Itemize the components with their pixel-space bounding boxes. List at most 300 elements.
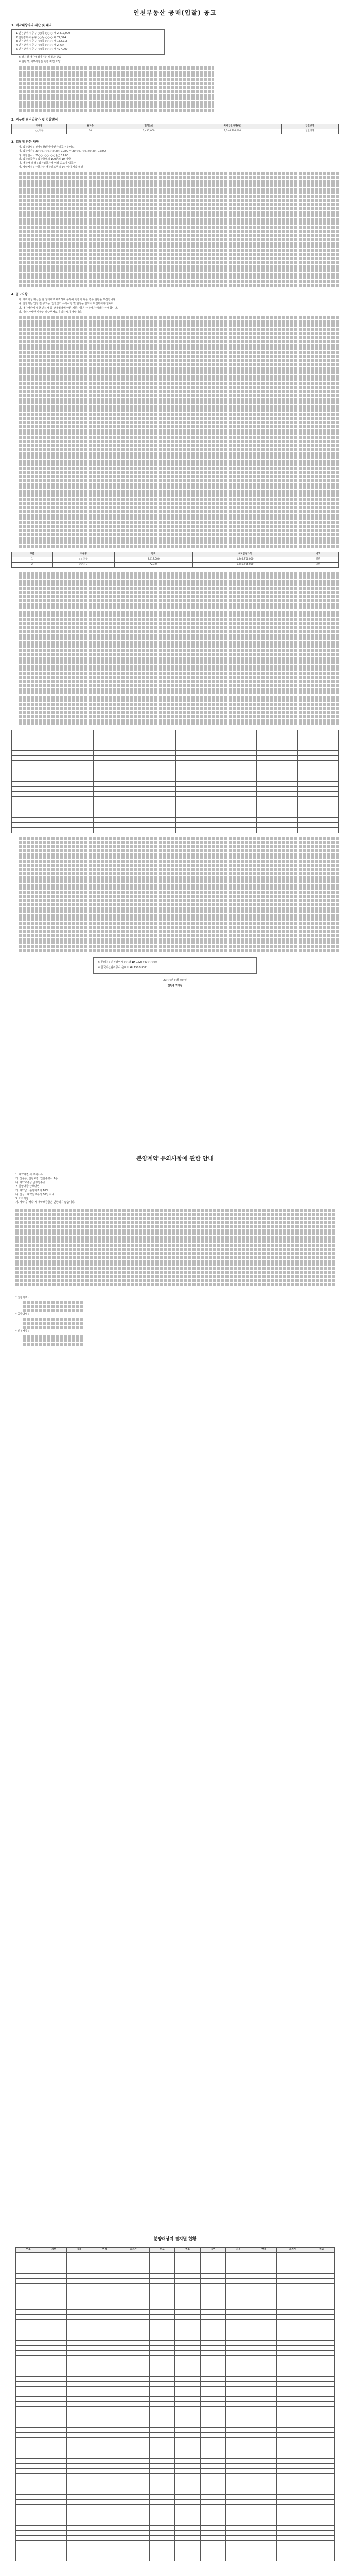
table-cell [66,2289,92,2294]
contract-line: 1. 계약체결 시 구비서류 [15,1173,43,1177]
table-cell [297,735,338,740]
table-cell [251,2397,276,2402]
table-cell [297,796,338,802]
table-cell [92,2510,117,2515]
table-cell [175,2361,200,2366]
table-cell [251,2459,276,2464]
table-cell [92,2345,117,2350]
section-4-line: 가. 매각대상 재산은 현 상태대로 매각하며 공부와 현황이 다를 경우 현황을 우선합니다. [19,298,116,302]
table-cell [41,2484,66,2489]
table-cell [297,740,338,745]
table-cell [93,771,134,776]
table-cell [150,2474,175,2479]
table-cell [41,2551,66,2556]
table-cell [117,2464,150,2469]
table-cell [92,2499,117,2504]
table-cell [200,2304,225,2310]
table-cell [309,2453,334,2459]
table-cell [309,2412,334,2417]
table-cell [92,2325,117,2330]
table-cell [297,827,338,833]
table-cell [309,2520,334,2525]
table-cell [16,2310,41,2315]
table-cell [257,827,297,833]
table-cell [117,2433,150,2438]
table-cell [41,2258,66,2263]
table-cell [150,2366,175,2371]
table-cell [52,756,93,761]
table-cell [117,2268,150,2274]
table-cell [41,2330,66,2335]
table-cell [216,766,256,771]
table-cell [226,2325,251,2330]
table-cell [251,2258,276,2263]
table-cell [251,2345,276,2350]
table-cell [16,2319,41,2325]
table-cell [117,2253,150,2258]
table-cell [175,756,216,761]
table-row [12,827,339,833]
table-cell [251,2412,276,2417]
table-cell [117,2355,150,2361]
table-cell [41,2299,66,2304]
table-cell [117,2376,150,2381]
table-cell [92,2268,117,2274]
table-cell [66,2464,92,2469]
table-cell [41,2294,66,2299]
table-cell [175,2289,200,2294]
table-cell: 2,417,000 [114,129,184,134]
table-cell [226,2546,251,2551]
table-cell [52,822,93,827]
table-cell [276,2535,309,2540]
table-cell [175,2325,200,2330]
table-cell [200,2520,225,2525]
table-cell [216,745,256,751]
label-qualification: * 신청자격 : [15,1296,29,1299]
table-cell [41,2289,66,2294]
table-cell [200,2397,225,2402]
table-row [12,792,339,797]
table-cell [226,2361,251,2366]
table-cell [226,2489,251,2494]
table-cell [150,2433,175,2438]
table-cell [226,2330,251,2335]
table-cell [175,2535,200,2540]
table-cell [66,2345,92,2350]
table-cell [150,2258,175,2263]
table-cell [200,2258,225,2263]
table-cell [66,2392,92,2397]
table-cell [226,2397,251,2402]
table-cell [66,2551,92,2556]
table-cell [175,2268,200,2274]
table-cell [309,2422,334,2428]
table-cell [16,2459,41,2464]
table-cell [16,2422,41,2428]
table-cell [117,2335,150,2340]
table-cell [276,2381,309,2386]
table-cell [175,2366,200,2371]
table-cell [226,2464,251,2469]
table-cell [200,2345,225,2350]
table-cell [309,2268,334,2274]
table-cell [251,2350,276,2355]
table-cell [16,2397,41,2402]
table-cell [16,2289,41,2294]
table-cell [41,2325,66,2330]
table-cell [117,2556,150,2561]
table-cell [175,2433,200,2438]
table-cell [66,2279,92,2284]
table-cell [200,2314,225,2319]
table-row [16,2546,335,2551]
table-cell [92,2392,117,2397]
table-cell [92,2464,117,2469]
table-cell [200,2443,225,2448]
table-cell [150,2499,175,2504]
table-cell [41,2459,66,2464]
table-cell [276,2433,309,2438]
table-cell [226,2350,251,2355]
property-row: 2 인천광역시 중구 ○○동 ○○-○ 대 72,324 [16,36,66,39]
table-cell [12,756,52,761]
table-cell [16,2361,41,2366]
table-row [12,129,339,134]
table-cell: ○○지구 [52,562,114,567]
table-cell [309,2340,334,2345]
table-cell [150,2407,175,2412]
table-cell [226,2319,251,2325]
table-cell [226,2340,251,2345]
table-cell [200,2253,225,2258]
table-cell [200,2330,225,2335]
table-cell [150,2350,175,2355]
table-cell [117,2361,150,2366]
table-cell [175,2499,200,2504]
appendix-page [0,2215,350,2576]
table-cell [16,2551,41,2556]
table-cell [175,827,216,833]
table-cell [12,807,52,812]
table-cell [16,2366,41,2371]
column-header: 비고 [297,552,339,557]
table-row [12,796,339,802]
table-cell [117,2546,150,2551]
table-cell [175,735,216,740]
table-cell [175,2428,200,2433]
table-cell [297,756,338,761]
table-cell [150,2428,175,2433]
table-cell [117,2504,150,2510]
table-cell [12,812,52,817]
table-cell [309,2504,334,2510]
table-cell [251,2494,276,2499]
table-cell [150,2402,175,2407]
table-cell [41,2530,66,2535]
table-cell [16,2412,41,2417]
table-cell [52,787,93,792]
table-cell [66,2304,92,2310]
table-cell [175,2376,200,2381]
table-cell [134,787,175,792]
table-cell [216,756,256,761]
table-cell [309,2443,334,2448]
table-cell [16,2268,41,2274]
table-cell [66,2284,92,2289]
table-cell [175,2464,200,2469]
table-cell [41,2402,66,2407]
table-cell [200,2340,225,2345]
table-cell [16,2510,41,2515]
column-header: 최저입찰가격(원) [184,124,281,129]
table-cell [251,2422,276,2428]
table-cell [117,2310,150,2315]
table-cell [309,2371,334,2376]
table-cell [297,766,338,771]
table-cell [150,2294,175,2299]
table-cell [251,2499,276,2504]
section-4-line: 나. 입찰자는 입찰 전 공고문, 입찰참가 유의사항 및 현장을 반드시 확인하여야 합니다. [19,302,115,306]
table-cell [276,2310,309,2315]
table-cell [251,2371,276,2376]
table-cell [309,2366,334,2371]
table-row [16,2402,335,2407]
table-row [12,807,339,812]
table-cell [309,2299,334,2304]
table-cell [175,2494,200,2499]
table-cell [309,2417,334,2422]
table-cell [41,2319,66,2325]
table-cell [134,745,175,751]
table-cell [150,2459,175,2464]
table-cell [92,2319,117,2325]
table-cell [309,2253,334,2258]
table-cell [52,740,93,745]
table-row [16,2453,335,2459]
table-cell [134,735,175,740]
table-cell [150,2310,175,2315]
table-cell [134,766,175,771]
table-row [16,2314,335,2319]
table-cell [200,2525,225,2530]
table-row [16,2289,335,2294]
table-cell [66,2258,92,2263]
table-cell [66,2530,92,2535]
table-cell [276,2289,309,2294]
contract-title: 분양계약 유의사항에 관한 안내 [136,1155,214,1162]
table-cell [150,2345,175,2350]
table-cell [251,2319,276,2325]
table-cell [216,751,256,756]
table-cell [309,2325,334,2330]
section-3-line: 다. 개찰일시 : 20○○. ○○. ○○.(○) 11:00 [19,154,68,157]
label-supply-method: * 공급방법 : [15,1313,29,1316]
table-cell [226,2294,251,2299]
table-cell [117,2258,150,2263]
table-cell [276,2546,309,2551]
table-cell [175,751,216,756]
table-cell [41,2510,66,2515]
table-cell [117,2350,150,2355]
table-cell [93,812,134,817]
table-cell [200,2268,225,2274]
table-cell [226,2407,251,2412]
table-cell [276,2443,309,2448]
column-header: 면적(㎡) [114,124,184,129]
table-cell [276,2412,309,2417]
table-cell [92,2412,117,2417]
table-cell [251,2310,276,2315]
table-cell [16,2299,41,2304]
table-cell [92,2299,117,2304]
table-cell [66,2494,92,2499]
table-cell [276,2556,309,2561]
table-cell [226,2530,251,2535]
table-cell [52,735,93,740]
table-cell [257,751,297,756]
table-cell [309,2499,334,2504]
column-header: 지목 [66,2248,92,2253]
table-cell [226,2258,251,2263]
table-cell [52,782,93,787]
table-cell [200,2464,225,2469]
contact-box [93,957,257,974]
table-cell [16,2335,41,2340]
table-cell [117,2448,150,2453]
column-header: 구분 [12,552,53,557]
closing-text [11,837,339,953]
table-cell [92,2361,117,2366]
table-row [16,2268,335,2274]
table-cell [16,2484,41,2489]
table-cell [150,2330,175,2335]
table-cell [309,2433,334,2438]
table-cell [226,2443,251,2448]
table-cell [92,2335,117,2340]
table-cell [251,2253,276,2258]
table-cell [175,2438,200,2443]
table-cell [175,776,216,782]
table-cell [92,2556,117,2561]
table-cell [251,2510,276,2515]
table-cell [117,2515,150,2520]
table-cell [226,2448,251,2453]
table-cell [93,787,134,792]
table-cell [52,745,93,751]
table-cell [200,2428,225,2433]
table-cell [12,771,52,776]
table-cell [66,2268,92,2274]
table-cell [66,2499,92,2504]
table-cell [309,2355,334,2361]
table-cell [309,2515,334,2520]
table-cell [134,771,175,776]
table-cell [16,2494,41,2499]
table-cell [92,2546,117,2551]
column-header: 입찰방식 [281,124,338,129]
table-cell [251,2340,276,2345]
table-cell [226,2274,251,2279]
table-cell [41,2371,66,2376]
table-cell [66,2484,92,2489]
district-table [11,552,339,568]
table-cell [41,2525,66,2530]
table-cell [226,2417,251,2422]
table-cell [257,761,297,766]
table-cell [309,2386,334,2392]
table-cell [297,812,338,817]
table-cell [92,2397,117,2402]
table-cell [175,2453,200,2459]
table-cell [12,745,52,751]
table-cell [150,2504,175,2510]
table-cell [276,2499,309,2504]
table-cell [41,2474,66,2479]
table-cell [297,776,338,782]
section-1-heading: 1. 매각대상자의 재산 및 내역 [11,23,52,27]
table-cell [200,2381,225,2386]
table-cell [276,2274,309,2279]
table-cell [117,2279,150,2284]
table-cell [276,2386,309,2392]
table-cell [251,2448,276,2453]
table-cell [216,802,256,807]
table-cell [150,2397,175,2402]
table-row [12,766,339,771]
table-row [16,2530,335,2535]
table-cell [117,2535,150,2540]
table-cell [175,2551,200,2556]
table-cell [226,2469,251,2474]
table-cell [117,2366,150,2371]
table-cell [150,2494,175,2499]
table-cell [226,2386,251,2392]
table-cell [93,766,134,771]
table-row [16,2258,335,2263]
table-cell [16,2258,41,2263]
table-cell [150,2453,175,2459]
table-cell [41,2335,66,2340]
table-cell [251,2407,276,2412]
table-cell [257,812,297,817]
table-cell [216,812,256,817]
table-cell [66,2402,92,2407]
table-cell [16,2392,41,2397]
table-cell [175,2412,200,2417]
contract-line: 가. 계약 후 해약 시 계약보증금은 반환되지 않습니다. [15,1201,75,1205]
table-cell [150,2335,175,2340]
table-cell [134,817,175,822]
table-cell [92,2459,117,2464]
table-cell [66,2319,92,2325]
more-text [11,572,339,726]
table-cell [117,2263,150,2268]
table-row [12,756,339,761]
table-cell [66,2443,92,2448]
table-cell [309,2279,334,2284]
table-cell [52,751,93,756]
table-cell [117,2540,150,2546]
column-header: 비고 [150,2248,175,2253]
table-cell [309,2304,334,2310]
table-cell [297,730,338,735]
table-cell [276,2371,309,2376]
table-cell [175,761,216,766]
table-cell [200,2489,225,2494]
table-cell [276,2479,309,2484]
table-cell [175,2515,200,2520]
